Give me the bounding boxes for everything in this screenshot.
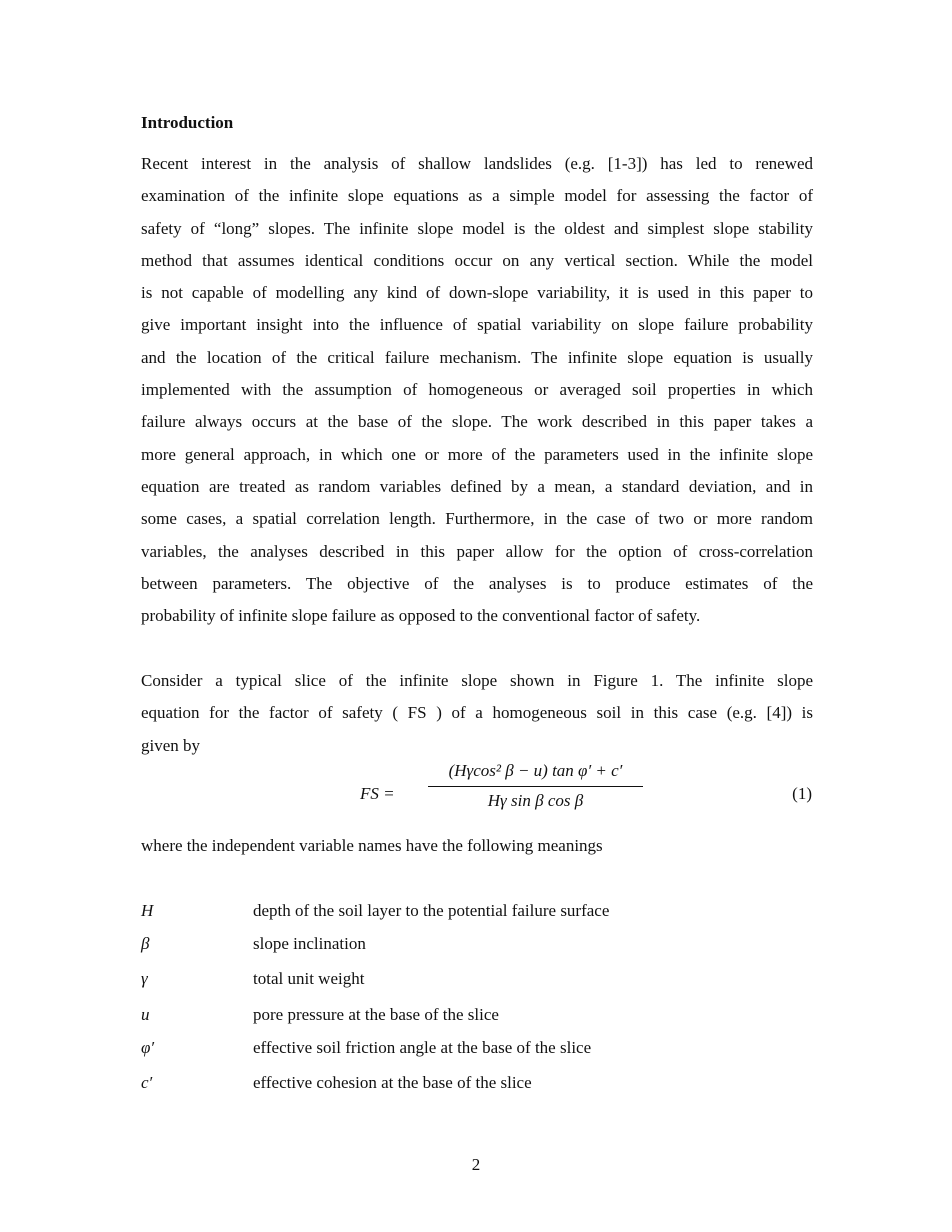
text-line: equation are treated as random variables defined by a mean, a standard deviation, and in	[141, 476, 813, 496]
variable-meaning: slope inclination	[253, 934, 366, 953]
text-line: safety of “long” slopes. The infinite slope model is the oldest and simplest slope stability	[141, 218, 813, 238]
variable-meaning: pore pressure at the base of the slice	[253, 1005, 499, 1024]
text-line: give important insight into the influence of spatial variability on slope failure probability	[141, 315, 813, 335]
text-line: method that assumes identical conditions occur on any vertical section. While the model	[141, 250, 813, 270]
equation-lhs: FS =	[360, 784, 395, 803]
equation-denominator: Hγ sin β cos β	[487, 791, 584, 810]
variable-meaning: effective soil friction angle at the base of the slice	[253, 1038, 592, 1057]
text-line: is not capable of modelling any kind of down-slope variability, it is used in this paper to	[141, 283, 813, 303]
text-line: Consider a typical slice of the infinite slope shown in Figure 1. The infinite slope	[141, 671, 813, 690]
text-line: some cases, a spatial correlation length. Furthermore, in the case of two or more random	[141, 509, 813, 529]
text-line: given by	[141, 735, 201, 755]
text-line: Recent interest in the analysis of shallow landslides (e.g. [1-3]) has led to renewed	[141, 154, 813, 173]
variable-symbol: φ′	[141, 1038, 155, 1057]
variable-symbol: γ	[141, 969, 148, 988]
where-text: where the independent variable names have the following meanings	[141, 836, 603, 855]
equation-fraction	[428, 756, 643, 815]
text-line: and the location of the critical failure mechanism. The infinite slope equation is usually	[141, 347, 813, 367]
text-line: between parameters. The objective of the analyses is to produce estimates of the	[141, 573, 813, 593]
variable-meaning: effective cohesion at the base of the slice	[253, 1073, 532, 1092]
variable-meaning: total unit weight	[253, 969, 365, 988]
equation-number: (1)	[792, 784, 812, 803]
text-line: equation for the factor of safety ( FS ) of a homogeneous soil in this case (e.g. [4]) is	[141, 703, 813, 723]
section-heading: Introduction	[141, 113, 234, 132]
text-line: failure always occurs at the base of the slope. The work described in this paper takes a	[141, 412, 813, 432]
paragraph-equation-intro	[141, 665, 813, 762]
variable-symbol: c′	[141, 1073, 153, 1092]
variable-symbol: u	[141, 1005, 150, 1024]
variable-symbol: β	[141, 934, 150, 953]
text-line: examination of the infinite slope equations as a simple model for assessing the factor of	[141, 186, 813, 206]
page-number: 2	[471, 1155, 481, 1174]
text-line: probability of infinite slope failure as opposed to the conventional factor of safety.	[141, 606, 701, 626]
equation-numerator: (Hγcos² β − u) tan φ′ + c′	[428, 756, 643, 787]
variable-symbol: H	[141, 901, 154, 920]
paragraph-intro	[141, 148, 813, 632]
text-line: variables, the analyses described in this paper allow for the option of cross-correlation	[141, 541, 813, 561]
variable-meaning: depth of the soil layer to the potential failure surface	[253, 901, 610, 920]
text-line: implemented with the assumption of homogeneous or averaged soil properties in which	[141, 380, 813, 400]
text-line: more general approach, in which one or more of the parameters used in the infinite slope	[141, 444, 813, 464]
